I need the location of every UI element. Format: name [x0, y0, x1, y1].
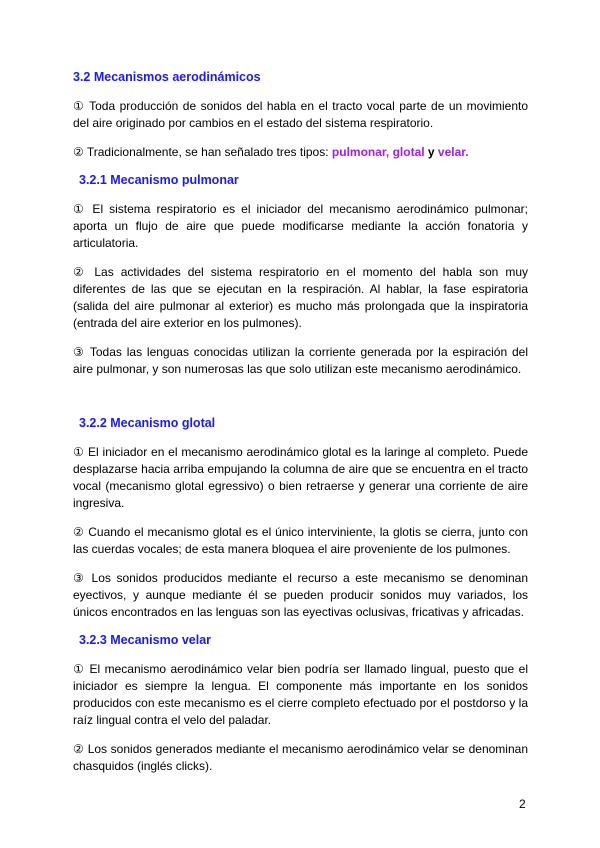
section-paragraph-1: ① Toda producción de sonidos del habla en el tracto vocal parte de un movimiento del aire originado por cambios en el estado del sistema respiratorio. [73, 99, 528, 130]
glotal-paragraph-3: ③ Los sonidos producidos mediante el recurso a este mecanismo se denominan eyectivos, y aunque mediante él se pueden producir sonidos muy variados, los únicos encontrados en las lenguas son las eyectivas oclusivas, fricativas y africadas. [73, 571, 528, 619]
velar-paragraph-2: ② Los sonidos generados mediante el mecanismo aerodinámico velar se denominan chasquidos (inglés clicks). [73, 742, 528, 773]
section-paragraph-2-prefix: ② Tradicionalmente, se han señalado tres tipos: [73, 145, 332, 159]
page-number: 2 [519, 797, 526, 811]
glotal-paragraph-1: ① El iniciador en el mecanismo aerodinámico glotal es la laringe al completo. Puede desplazarse hacia arriba empujando la columna de aire que se encuentra en el tracto vocal (mecanismo glotal egressivo) o bien retraerse y generar una corriente de aire ingresiva. [73, 445, 528, 510]
section-paragraph-2 [73, 144, 528, 161]
spacer [73, 390, 528, 416]
conjunction-y: y [424, 145, 438, 159]
document-page [73, 70, 528, 787]
velar-paragraph-1: ① El mecanismo aerodinámico velar bien podría ser llamado lingual, puesto que el iniciador es siempre la lengua. El componente más importante en los sonidos producidos con este mecanismo es el cierre completo efectuado por el postdorso y la raíz lingual contra el velo del paladar. [73, 662, 528, 727]
pulmonar-paragraph-2: ② Las actividades del sistema respiratorio en el momento del habla son muy diferentes de las que se ejecutan en la respiración. Al hablar, la fase espiratoria (salida del aire pulmonar al exterior) es mucho más prolongada que la inspiratoria (entrada del aire exterior en los pulmones). [73, 265, 528, 330]
highlight-velar: velar. [437, 145, 469, 159]
pulmonar-paragraph-1: ① El sistema respiratorio es el iniciador del mecanismo aerodinámico pulmonar; aporta un flujo de aire que puede modificarse mediante la acción fonatoria y articulatoria. [73, 202, 528, 250]
section-title: 3.2 Mecanismos aerodinámicos [73, 70, 261, 84]
glotal-paragraph-2: ② Cuando el mecanismo glotal es el único interviniente, la glotis se cierra, junto con las cuerdas vocales; de esta manera bloquea el aire proveniente de los pulmones. [73, 525, 528, 556]
subsection-title-pulmonar: 3.2.1 Mecanismo pulmonar [79, 173, 239, 187]
highlight-pulmonar-glotal: pulmonar, glotal [331, 145, 425, 159]
subsection-title-velar: 3.2.3 Mecanismo velar [79, 633, 212, 647]
pulmonar-paragraph-3: ③ Todas las lenguas conocidas utilizan la corriente generada por la espiración del aire pulmonar, y son numerosas las que solo utilizan este mecanismo aerodinámico. [73, 345, 528, 376]
subsection-title-glotal: 3.2.2 Mecanismo glotal [79, 416, 216, 430]
